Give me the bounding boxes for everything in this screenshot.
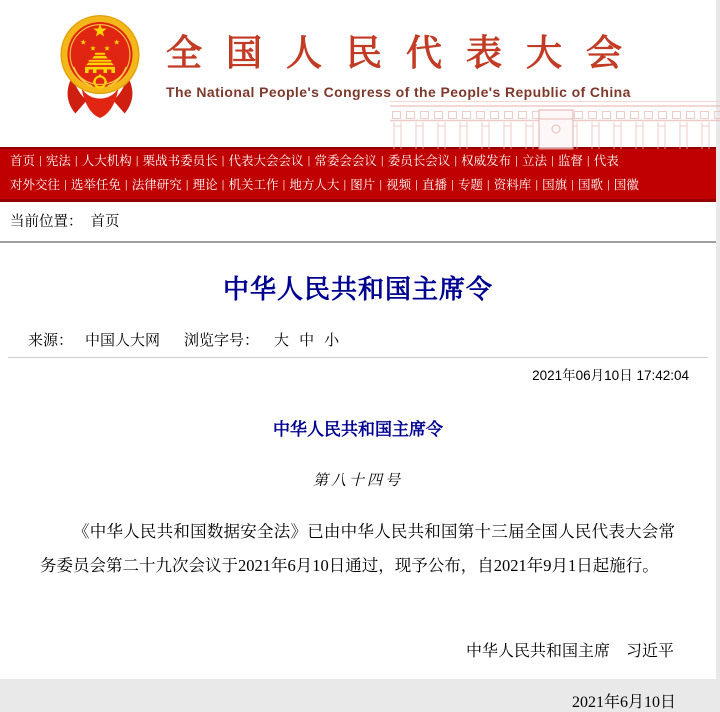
nav-item[interactable]: 理论: [192, 178, 218, 192]
doc-title: 中华人民共和国主席令: [273, 420, 443, 439]
nav-separator: |: [415, 179, 418, 191]
nav-item[interactable]: 常委会会议: [314, 154, 377, 168]
nav-item[interactable]: 人大机构: [81, 154, 132, 168]
nav-separator: |: [221, 155, 225, 167]
nav-item[interactable]: 国旗: [542, 178, 568, 192]
nav-item[interactable]: 选举任免: [70, 178, 121, 192]
nav-row-2: [10, 174, 710, 198]
site-title-block: [166, 33, 646, 100]
meta-divider: [8, 357, 708, 358]
nav-item[interactable]: 代表大会会议: [228, 154, 304, 168]
nav-separator: |: [282, 179, 286, 191]
building-watermark-icon: [390, 99, 720, 149]
nav-separator: |: [221, 179, 225, 191]
nav-separator: |: [586, 155, 590, 167]
national-emblem-icon: [56, 8, 144, 124]
nav-item[interactable]: 国歌: [578, 178, 604, 192]
nav-item[interactable]: 权威发布: [461, 154, 512, 168]
publish-timestamp: 2021年06月10日 17:42:04: [532, 368, 689, 383]
fontsize-option[interactable]: 大: [274, 332, 290, 349]
nav-item[interactable]: 地方人大: [289, 178, 340, 192]
nav-item[interactable]: 图片: [350, 178, 376, 192]
fontsize-options: [269, 332, 344, 349]
breadcrumb: [0, 202, 716, 243]
page-title: 中华人民共和国主席令: [222, 275, 493, 304]
doc-number: 第八十四号: [312, 473, 403, 489]
nav-item[interactable]: 视频: [386, 178, 412, 192]
nav-item[interactable]: 法律研究: [131, 178, 182, 192]
nav-separator: |: [486, 179, 490, 191]
nav-item[interactable]: 对外交往: [10, 178, 61, 192]
nav-item[interactable]: 代表: [593, 154, 619, 168]
nav-separator: |: [379, 179, 383, 191]
nav-item[interactable]: 专题: [457, 178, 483, 192]
nav-item[interactable]: 直播: [422, 178, 448, 192]
source-value: 中国人大网: [85, 332, 161, 349]
source-label: 来源：: [28, 332, 74, 349]
nav-separator: |: [39, 155, 42, 167]
article: [0, 276, 716, 712]
site-header: [0, 0, 716, 147]
main-nav: [0, 147, 716, 202]
nav-separator: |: [124, 179, 128, 191]
nav-separator: |: [451, 179, 454, 191]
nav-separator: |: [74, 155, 78, 167]
nav-item[interactable]: 立法: [522, 154, 548, 168]
nav-separator: |: [607, 179, 610, 191]
nav-row-1: [10, 150, 710, 174]
signature: 中华人民共和国主席 习近平: [465, 643, 674, 660]
nav-item[interactable]: 首页: [10, 154, 36, 168]
nav-separator: |: [185, 179, 189, 191]
site-subtitle: The National People's Congress of the People's Republic of China: [166, 84, 631, 100]
fontsize-label: 浏览字号：: [184, 332, 260, 349]
site-title: 全国人民代表大会: [166, 32, 647, 73]
nav-separator: |: [515, 155, 518, 167]
breadcrumb-label: 当前位置：: [10, 214, 83, 230]
sign-date: 2021年6月10日: [571, 694, 676, 711]
nav-separator: |: [135, 155, 139, 167]
nav-item[interactable]: 宪法: [45, 154, 71, 168]
nav-item[interactable]: 监督: [557, 154, 583, 168]
fontsize-option[interactable]: 中: [299, 332, 315, 349]
nav-item[interactable]: 国徽: [613, 178, 639, 192]
nav-item[interactable]: 委员长会议: [387, 154, 451, 168]
nav-item[interactable]: 机关工作: [228, 178, 279, 192]
fontsize-option[interactable]: 小: [324, 332, 340, 349]
nav-separator: |: [454, 155, 458, 167]
breadcrumb-current[interactable]: 首页: [90, 214, 120, 230]
nav-separator: |: [535, 179, 539, 191]
nav-separator: |: [380, 155, 384, 167]
nav-item[interactable]: 栗战书委员长: [142, 154, 218, 168]
meta-bar: [0, 329, 716, 350]
nav-separator: |: [64, 179, 67, 191]
doc-body: 《中华人民共和国数据安全法》已由中华人民共和国第十三届全国人民代表大会常务委员会第二十九次会议于2021年6月10日通过，现予公布，自2021年9月1日起施行。: [40, 522, 675, 575]
nav-separator: |: [571, 179, 574, 191]
nav-separator: |: [551, 155, 554, 167]
nav-item[interactable]: 资料库: [493, 178, 532, 192]
nav-separator: |: [307, 155, 311, 167]
nav-separator: |: [343, 179, 347, 191]
